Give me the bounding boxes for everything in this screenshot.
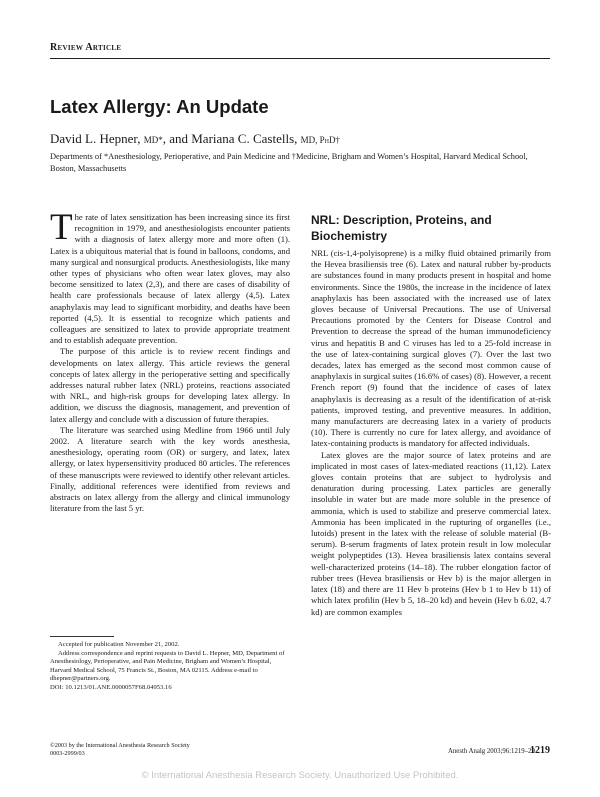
issn-line: 0003-2999/03 [50,750,85,757]
watermark: © International Anesthesia Research Society. Unauthorized Use Prohibited. [141,770,459,781]
section-heading: NRL: Description, Proteins, and Biochemistry [311,213,492,243]
methods-paragraph: The literature was searched using Medline from 1966 until July 2002. A literature search with the key words anesthesia, anesthesiology, operating room (OR) or surgery, and latex, latex allergy, or latex hypersensitivity produced 80 articles. The references of these manuscripts were reviewed to identify other relevant articles. Finally, additional references were identified from reviews and abstracts on latex allergy from the allergy and clinical immunology literature from the last 5 yr. [50,424,290,514]
author-1-name: David L. Hepner, [50,131,141,146]
journal-reference: Anesth Analg 2003;96:1219–29 [448,748,535,755]
footnotes [50,641,290,693]
drop-cap: T [50,207,73,248]
copyright-block [50,742,190,758]
section-label: Review Article [50,42,122,53]
left-column [50,207,290,514]
page-number: 1219 [530,745,550,756]
copyright-line: ©2003 by the International Anesthesia Research Society [50,742,190,749]
footnote-rule [50,636,114,637]
author-line [50,131,340,147]
doi-note: DOI: 10.1213/01.ANE.0000057F68.04953.16 [50,683,172,691]
accepted-note: Accepted for publication November 21, 2002. [58,641,180,648]
right-column [311,248,551,618]
correspondence-note: Address correspondence and reprint requests to David L. Hepner, MD, Department of Anesthesiology, Perioperative, and Pain Medicine, Brigham and Women’s Hospital, Harvard Medical School, 75 Francis St., Boston, MA 02115. Address e-mail to dhepner@partners.org. [50,649,285,683]
author-2-name: , and Mariana C. Castells, [162,131,298,146]
intro-paragraph-text: he rate of latex sensitization has been increasing since its first recognition in 1979, and anesthesiologists encounter patients with a diagnosis of latex allergy more and more often (1). Latex is a ubiquitous material that is found in balloons, condoms, and many surgical and nonsurgical products. Anesthesiologists, like many other types of physicians who often wear latex gloves, may also become sensitized to latex (2,3), and there are cases of disability of health care professionals because of latex allergy (4,5). Latex anaphylaxis may lead to significant morbidity, and deaths have been reported (4,5). It is essential to recognize which patients and colleagues are sensitized to latex to provide appropriate treatment and to establish adequate prevention. [50,212,290,346]
latex-gloves-paragraph: Latex gloves are the major source of latex proteins and are implicated in most cases of latex-mediated reactions (11,12). Latex gloves contain proteins that are subject to hydrolysis and denaturation during processing. Latex particles are generally insoluble in water but are made more soluble in the presence of ammonia, which is used to stabilize and preserve commercial latex. Ammonia has been implicated in the rupturing of organelles (i.e., lutoids) present in the latex with the release of soluble material (B-serum). B-serum fragments of latex protein result in low molecular weight polypeptides (13). Hevea brasiliensis latex contains several well-characterized proteins (14–18). The rubber elongation factor of rubber trees (Hevea brasiliensis or Hev b) is the major allergen in latex (18) and there are 11 Hev b proteins (Hev b 1 to Hev b 11) of which latex profilin (Hev b 5, 18–20 kd) and hevein (Hev b 6.02, 4.7 kd) are common examples [311,449,551,617]
article-title: Latex Allergy: An Update [50,96,269,117]
author-1-degree: MD* [143,135,163,145]
author-2-degree: MD, PhD† [300,135,340,145]
header-rule [50,58,550,59]
purpose-paragraph: The purpose of this article is to review recent findings and developments on latex allergy. This article reviews the general concepts of latex allergy in the perioperative setting and specifically addresses natural rubber latex (NRL) proteins, reactions associated with NRL, and high-risk groups for developing latex allergy. In addition, we discuss the diagnosis, management, and prevention of latex allergy and conclude with a discussion of future therapies. [50,346,290,424]
intro-paragraph [50,207,290,346]
nrl-description-paragraph: NRL (cis-1,4-polyisoprene) is a milky fluid obtained primarily from the Hevea brasiliensis tree (6). Latex and natural rubber by-products are substances found in many products present in hospital and home environments. Since the 1980s, the increase in the incidence of latex anaphylaxis has been associated with the increased use of latex gloves because of Universal Precautions. The use of Universal Precautions promoted by the Centers for Disease Control and Prevention to decrease the spread of the human immunodeficiency virus and hepatitis B and C viruses has led to a 25-fold increase in the use of latex-containing surgical gloves (7). Over the last two decades, latex has emerged as the second most common cause of anaphylaxis in surgical suites (16.6% of cases) (8). However, a recent French report (9) found that the incidence of cases of latex anaphylaxis is decreasing as a result of the identification of at-risk patients, improved testing, and preventive measures. In addition, many manufacturers are decreasing latex in a variety of products (10). There is currently no cure for latex allergy, and avoidance of latex-containing products is mandatory for affected individuals. [311,248,551,449]
affiliation: Departments of *Anesthesiology, Perioperative, and Pain Medicine and †Medicine, Brigham and Women’s Hospital, Harvard Medical School, Boston, Massachusetts [50,152,528,173]
